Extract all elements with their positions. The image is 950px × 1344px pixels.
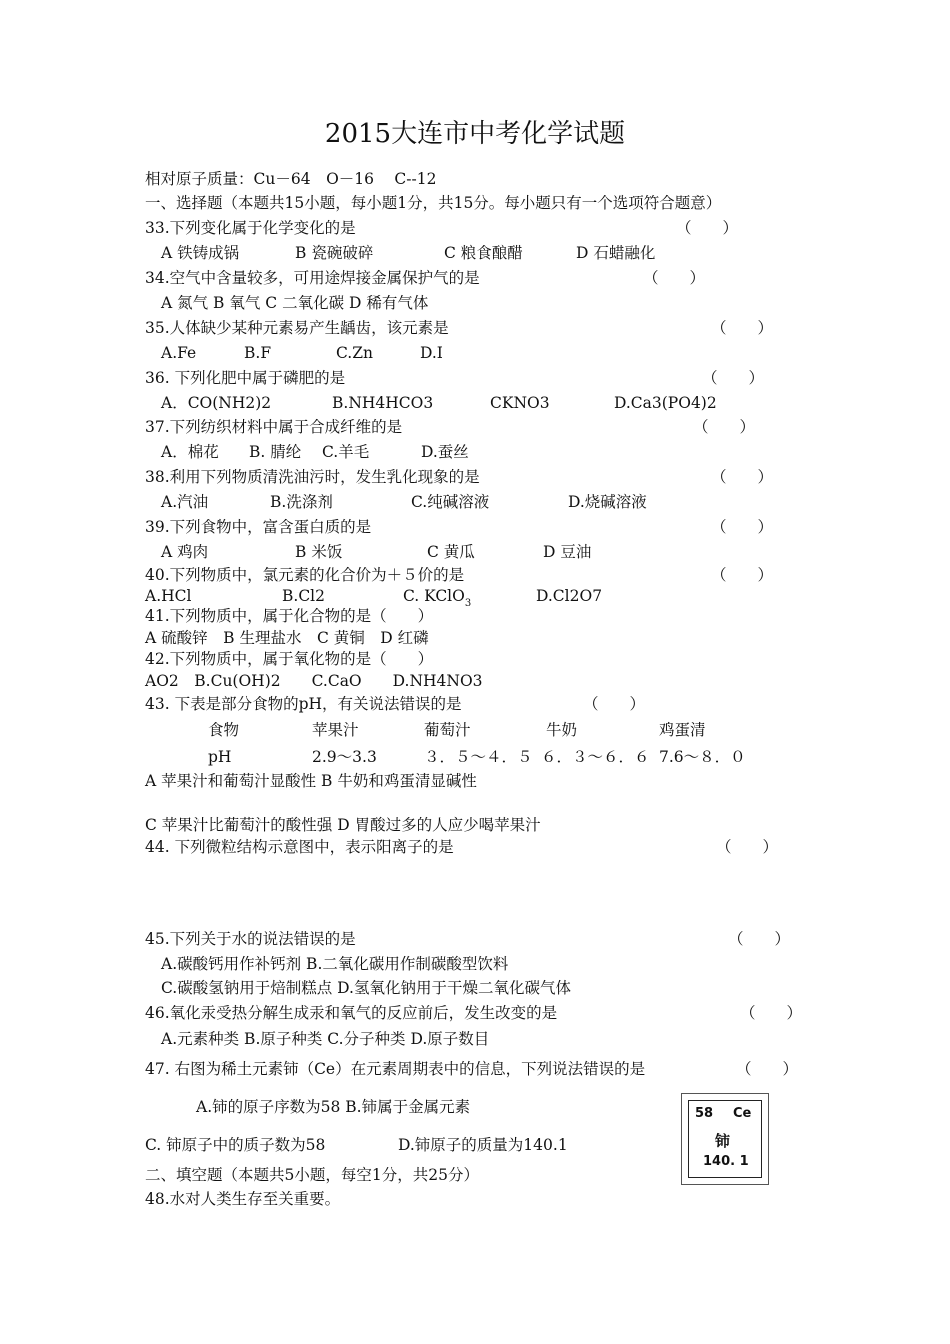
q36-option-c: CKNO3 — [490, 394, 550, 412]
q47-option-d: D.铈原子的质量为140.1 — [398, 1136, 568, 1154]
q44-stem: 44. 下列微粒结构示意图中，表示阳离子的是 — [145, 838, 454, 856]
q47-stem: 47. 右图为稀土元素铈（Ce）在元素周期表中的信息，下列说法错误的是 — [145, 1060, 646, 1078]
table-cell: 2.9～3.3 — [312, 748, 377, 766]
q43-answer-blank: （ ） — [583, 695, 646, 713]
atomic-number: 58 — [695, 1106, 714, 1121]
q38-option-b: B.洗涤剂 — [270, 493, 333, 511]
q37-option-d: D.蚕丝 — [421, 443, 469, 461]
q34-answer-blank: （ ） — [643, 269, 706, 287]
q42-stem: 42.下列物质中，属于氧化物的是（ ） — [145, 650, 434, 668]
q38-stem: 38.利用下列物质清洗油污时，发生乳化现象的是 — [145, 468, 480, 486]
q40-option-c-subscript: 3 — [464, 598, 472, 609]
q40-answer-blank: （ ） — [711, 566, 774, 584]
q41-options: A 硫酸锌 B 生理盐水 C 黄铜 D 红磷 — [145, 629, 429, 647]
atomic-mass: 140. 1 — [703, 1154, 749, 1169]
table-cell: pH — [208, 748, 232, 766]
q38-option-d: D.烧碱溶液 — [568, 493, 647, 511]
q40-option-d: D.Cl2O7 — [536, 587, 603, 605]
q33-option-d: D 石蜡融化 — [576, 244, 656, 262]
q36-option-d: D.Ca3(PO4)2 — [614, 394, 717, 412]
cerium-element-card — [681, 1093, 769, 1185]
q48-stem: 48.水对人类生存至关重要。 — [145, 1190, 341, 1208]
page-title: 2015大连市中考化学试题 — [324, 119, 626, 149]
table-header-cell: 苹果汁 — [312, 721, 359, 739]
q40-option-c-text: C. KClO — [403, 587, 465, 605]
q37-option-c: C.羊毛 — [322, 443, 370, 461]
section1-header: 一、选择题（本题共15小题，每小题1分，共15分。每小题只有一个选项符合题意） — [145, 194, 722, 212]
q33-stem: 33.下列变化属于化学变化的是 — [145, 219, 356, 237]
q47-option-c: C. 铈原子中的质子数为58 — [145, 1136, 326, 1154]
q38-answer-blank: （ ） — [711, 468, 774, 486]
element-card-frame — [688, 1100, 762, 1178]
q37-option-b: B. 腈纶 — [249, 443, 302, 461]
q42-options: AO2 B.Cu(OH)2 C.CaO D.NH4NO3 — [145, 672, 483, 690]
q36-option-a: A．CO(NH2)2 — [161, 394, 272, 412]
q33-answer-blank: （ ） — [676, 219, 739, 237]
q37-answer-blank: （ ） — [693, 418, 756, 436]
q33-option-a: A 铁铸成锅 — [161, 244, 240, 262]
q35-option-c: C.Zn — [336, 344, 373, 362]
q36-option-b: B.NH4HCO3 — [332, 394, 434, 412]
q47-answer-blank: （ ） — [736, 1060, 799, 1078]
element-name: 铈 — [715, 1132, 731, 1150]
q35-option-a: A.Fe — [161, 344, 197, 362]
q40-option-a: A.HCl — [145, 587, 192, 605]
q46-stem: 46.氧化汞受热分解生成汞和氧气的反应前后，发生改变的是 — [145, 1004, 558, 1022]
q43-options-ab: A 苹果汁和葡萄汁显酸性 B 牛奶和鸡蛋清显碱性 — [145, 772, 477, 790]
q37-option-a: A．棉花 — [161, 443, 219, 461]
q34-options: A 氮气 B 氧气 C 二氧化碳 D 稀有气体 — [161, 294, 429, 312]
q39-option-b: B 米饭 — [295, 543, 343, 561]
q39-option-d: D 豆油 — [543, 543, 592, 561]
q39-stem: 39.下列食物中，富含蛋白质的是 — [145, 518, 372, 536]
q35-stem: 35.人体缺少某种元素易产生龋齿，该元素是 — [145, 319, 449, 337]
table-cell: 7.6～８．０ — [659, 748, 746, 766]
q35-option-d: D.I — [420, 344, 443, 362]
q46-answer-blank: （ ） — [740, 1004, 803, 1022]
q38-option-c: C.纯碱溶液 — [411, 493, 490, 511]
table-header-cell: 食物 — [208, 721, 240, 739]
q46-options: A.元素种类 B.原子种类 C.分子种类 D.原子数目 — [161, 1030, 490, 1048]
q44-answer-blank: （ ） — [716, 838, 779, 856]
q36-answer-blank: （ ） — [702, 369, 765, 387]
table-header-cell: 鸡蛋清 — [659, 721, 706, 739]
table-cell: ３．５～４．５ — [424, 748, 533, 766]
element-symbol: Ce — [733, 1106, 752, 1121]
q35-option-b: B.F — [244, 344, 272, 362]
q35-answer-blank: （ ） — [711, 319, 774, 337]
q37-stem: 37.下列纺织材料中属于合成纤维的是 — [145, 418, 403, 436]
table-cell: ６．３～６．６ — [541, 748, 650, 766]
q45-stem: 45.下列关于水的说法错误的是 — [145, 930, 356, 948]
q39-option-a: A 鸡肉 — [161, 543, 209, 561]
table-header-cell: 牛奶 — [546, 721, 578, 739]
q36-stem: 36. 下列化肥中属于磷肥的是 — [145, 369, 346, 387]
q33-option-c: C 粮食酿醋 — [444, 244, 523, 262]
q33-option-b: B 瓷碗破碎 — [295, 244, 374, 262]
q45-answer-blank: （ ） — [728, 930, 791, 948]
q39-answer-blank: （ ） — [711, 518, 774, 536]
q43-stem: 43. 下表是部分食物的pH，有关说法错误的是 — [145, 695, 462, 713]
table-header-cell: 葡萄汁 — [424, 721, 471, 739]
atomic-mass-line: 相对原子质量：Cu－64 O－16 C--12 — [145, 170, 437, 188]
section2-header: 二、填空题（本题共5小题，每空1分，共25分） — [145, 1166, 479, 1184]
q41-stem: 41.下列物质中，属于化合物的是（ ） — [145, 607, 434, 625]
q43-options-cd: C 苹果汁比葡萄汁的酸性强 D 胃酸过多的人应少喝苹果汁 — [145, 816, 541, 834]
q45-options-cd: C.碳酸氢钠用于焙制糕点 D.氢氧化钠用于干燥二氧化碳气体 — [161, 979, 571, 997]
q40-option-b: B.Cl2 — [282, 587, 325, 605]
q39-option-c: C 黄瓜 — [427, 543, 475, 561]
q40-stem: 40.下列物质中，氯元素的化合价为＋５价的是 — [145, 566, 465, 584]
q34-stem: 34.空气中含量较多，可用途焊接金属保护气的是 — [145, 269, 480, 287]
q38-option-a: A.汽油 — [161, 493, 209, 511]
q47-options-ab: A.铈的原子序数为58 B.铈属于金属元素 — [196, 1098, 471, 1116]
q45-options-ab: A.碳酸钙用作补钙剂 B.二氧化碳用作制碳酸型饮料 — [161, 955, 509, 973]
